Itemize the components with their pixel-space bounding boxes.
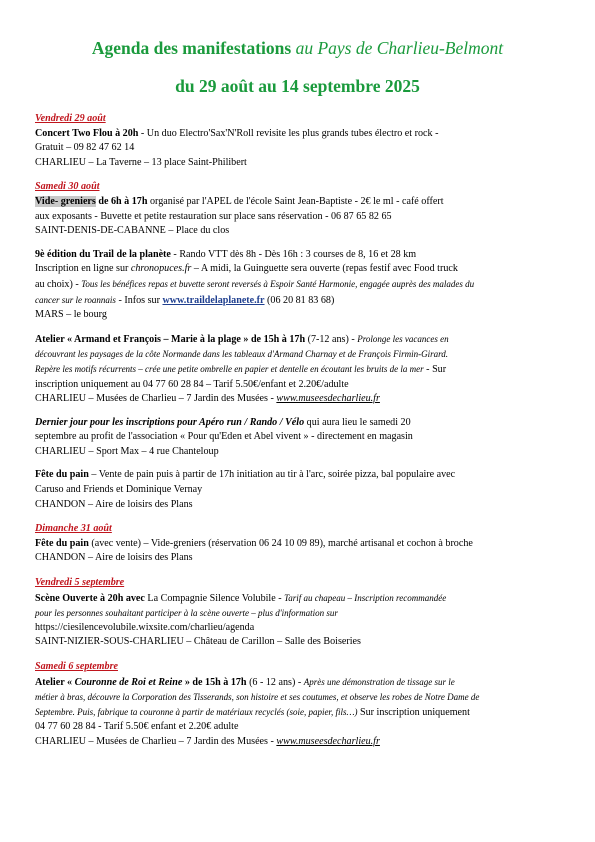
event-text: inscription uniquement au 04 77 60 28 84 – Tarif 5.50€/enfant et 2.20€/adulte [35,378,349,390]
musees-website-link[interactable]: www.museesdecharlieu.fr [276,393,380,405]
event-text: aux exposants - Buvette et petite restauration sur place sans réservation - 06 87 65 82 65 [35,210,392,222]
event-note: Repère les motifs récurrents – crée une petite ombrelle en papier et dentelle en écoutant les bruits de la mer [35,363,424,374]
event-note: cancer sur le roannais [35,294,116,305]
event-trail-planete [35,248,565,323]
event-text: 04 77 60 28 84 - Tarif 5.50€ enfant et 2.20€ adulte [35,721,239,733]
day-heading: Samedi 30 août [35,181,100,193]
event-text: Sur inscription uniquement [357,706,470,718]
event-title: Couronne de Roi et Reine [74,676,183,688]
event-place: CHARLIEU – La Taverne – 13 place Saint-Philibert [35,156,247,168]
event-place: SAINT-NIZIER-SOUS-CHARLIEU – Château de Carillon – Salle des Boiseries [35,636,361,648]
event-place: CHARLIEU – Sport Max – 4 rue Chanteloup [35,445,219,457]
day-heading: Vendredi 5 septembre [35,577,125,589]
event-text: (6 - 12 ans) - [246,676,304,688]
event-title: Scène Ouverte à 20h avec [35,592,145,604]
event-text: - Infos sur [115,294,163,306]
agenda-dates: du 29 août au 14 septembre 2025 [175,76,420,96]
event-place: CHARLIEU – Musées de Charlieu – 7 Jardin des Musées - [35,735,277,747]
trail-website-link[interactable]: www.traildelaplanete.fr [162,294,265,306]
event-text: (7-12 ans) - [305,333,358,345]
event-text: - Rando VTT dès 8h - Dès 16h : 3 courses de 8, 16 et 28 km [170,248,417,260]
event-title: Concert Two Flou à 20h [35,127,139,139]
event-atelier-armand [35,332,565,407]
agenda-content [35,112,565,750]
day-heading: Samedi 6 septembre [35,661,118,672]
day-heading: Dimanche 31 août [35,523,112,535]
event-text: – Vente de pain puis à partir de 17h initiation au tir à l'arc, soirée pizza, bal populaire avec [88,469,456,481]
event-apero-run [35,416,565,460]
event-place: MARS – le bourg [35,309,107,321]
event-text: (avec vente) – Vide-greniers (réservation 06 24 10 09 89), marché artisanal et cochon à broche [88,537,473,549]
event-title: Fête du pain [35,469,89,481]
title-region: au Pays de Charlieu-Belmont [295,38,504,58]
event-title: Atelier « [35,676,75,688]
event-title: Dernier jour pour les inscriptions pour Apéro run / Rando / Vélo [35,416,305,428]
event-note: métier à bras, découvre la Corporation des Tisserands, son histoire et ses coutumes, et observe les robes de Notre Dame de [35,692,480,703]
agenda-title [0,38,595,59]
event-site: chronopuces.fr [130,263,192,275]
event-note: Prolonge les vacances en [357,333,449,344]
event-note: Tarif au chapeau – Inscription recommandée [284,592,447,603]
event-url[interactable]: https://ciesilencevolubile.wixsite.com/charlieu/agenda [35,621,255,633]
event-vide-greniers [35,195,565,239]
event-phone: (06 20 81 83 68) [264,294,335,306]
event-place: CHARLIEU – Musées de Charlieu – 7 Jardin des Musées - [35,393,277,405]
event-text: septembre au profit de l'association « Pour qu'Eden et Abel vivent » - directement en magasin [35,431,413,443]
event-text: Inscription en ligne sur [35,263,131,275]
day-heading: Vendredi 29 août [35,113,106,124]
event-text: Caruso and Friends et Dominique Vernay [35,484,203,496]
event-note: Septembre. Puis, fabrique ta couronne à partir de matériaux recyclés (soie, papier, fils…) [35,706,358,717]
event-text: - Un duo Electro'Sax'N'Roll revisite les plus grands tubes électro et rock - [138,127,439,139]
event-text: - Sur [423,363,447,375]
event-title: 9è édition du Trail de la planète [35,248,171,260]
event-title-highlight: Vide- greniers [35,195,96,207]
event-note: Après une démonstration de tissage sur le [303,676,455,687]
event-note: pour les personnes souhaitant participer à la scène ouverte – plus d'information sur [35,608,338,619]
event-text: Gratuit – 09 82 47 62 14 [35,142,135,154]
event-note: découvrant les paysages de la côte Normande dans les tableaux d'Armand Charnay et de François Firmin-Girard. [35,349,449,360]
event-fete-du-pain-sunday [35,537,565,566]
title-main: Agenda des manifestations [91,38,292,58]
event-text: organisé par l'APEL de l'école Saint Jean-Baptiste - 2€ le ml - café offert [147,195,444,207]
event-scene-ouverte [35,591,565,650]
event-title: Atelier « Armand et François – Marie à la plage » de 15h à 17h [35,333,306,345]
event-text: qui aura lieu le samedi 20 [304,416,411,428]
event-place: CHANDON – Aire de loisirs des Plans [35,552,193,564]
event-concert-two-flou [35,127,565,171]
event-atelier-couronne [35,675,565,750]
event-title: de 6h à 17h [95,195,148,207]
musees-website-link[interactable]: www.museesdecharlieu.fr [276,735,380,747]
event-text: La Compagnie Silence Volubile - [144,592,285,604]
event-title: » de 15h à 17h [182,676,247,688]
event-text: au choix) - [35,278,82,290]
event-place: SAINT-DENIS-DE-CABANNE – Place du clos [35,225,230,237]
event-place: CHANDON – Aire de loisirs des Plans [35,498,193,510]
event-fete-du-pain [35,468,565,512]
event-text: – A midi, la Guinguette sera ouverte (repas festif avec Food truck [191,263,458,275]
event-note: Tous les bénéfices repas et buvette seront reversés à Espoir Santé Harmonie, engagée auprès des malades du [81,278,475,289]
event-title: Fête du pain [35,537,89,549]
